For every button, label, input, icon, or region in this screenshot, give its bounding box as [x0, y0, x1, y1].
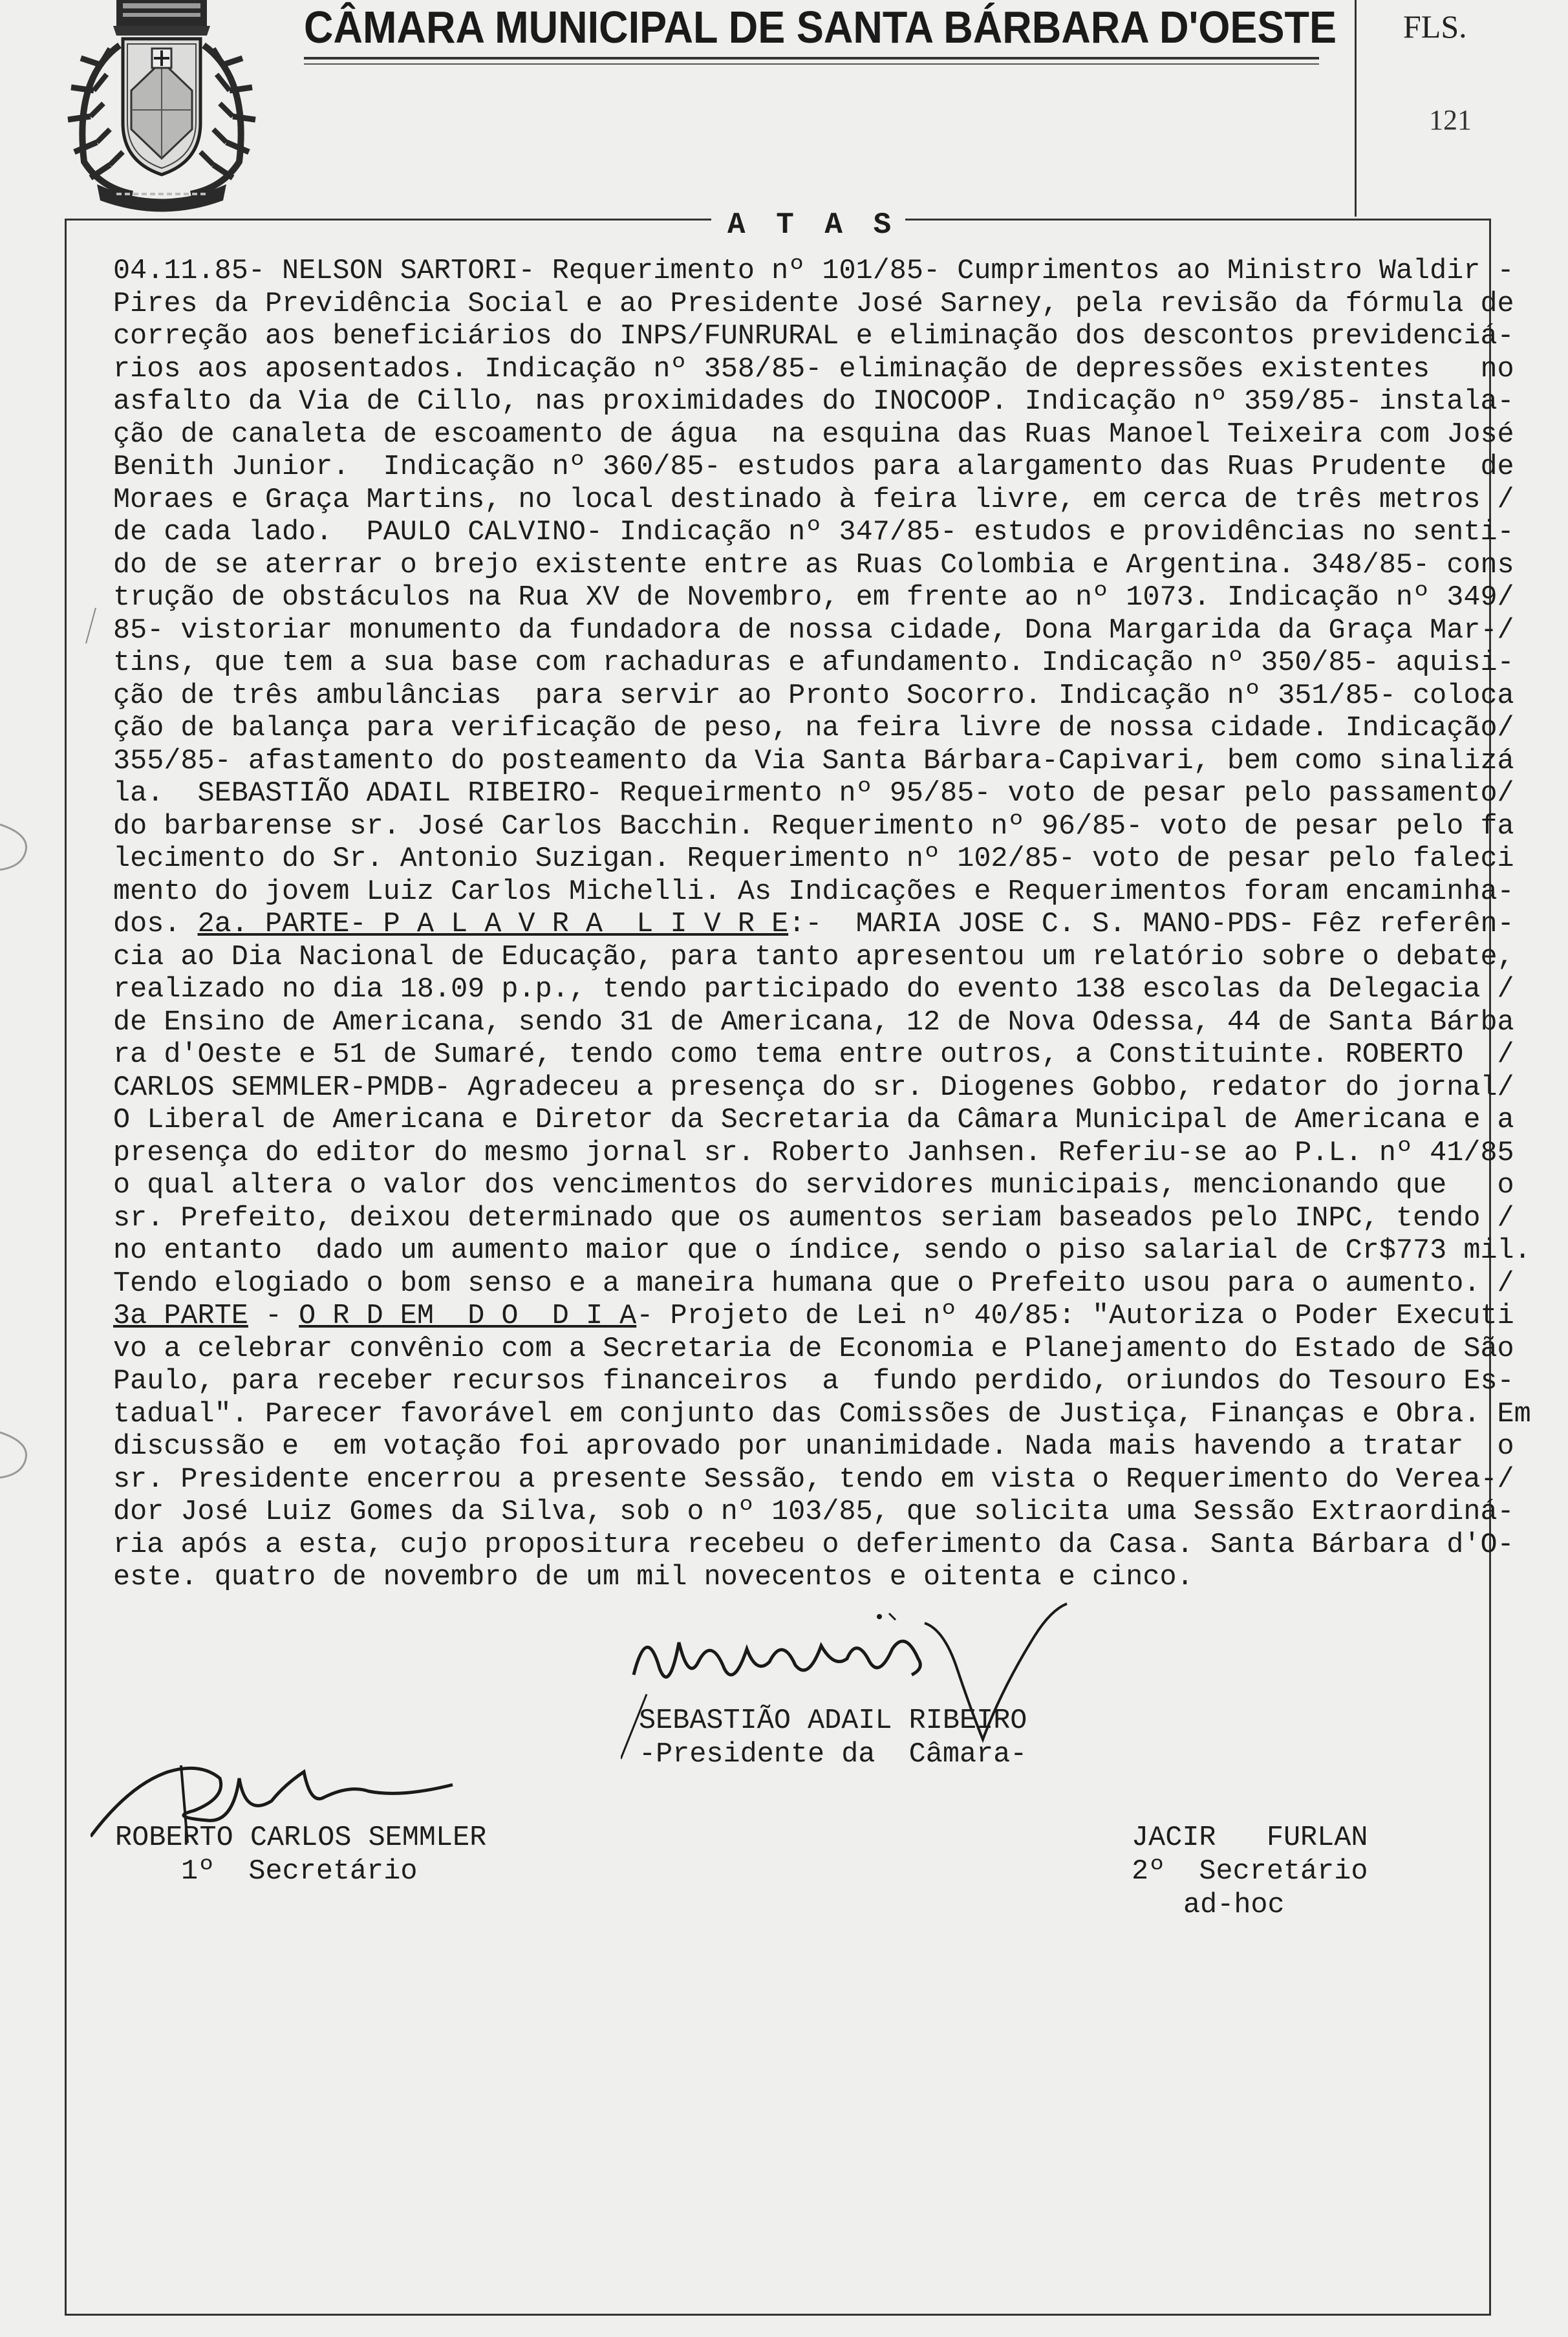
text-line: Moraes e Graça Martins, no local destinado à feira livre, em cerca de três metros / [113, 484, 1514, 516]
fls-box-border [1355, 0, 1357, 217]
text-line: asfalto da Via de Cillo, nas proximidades do INOCOOP. Indicação nº 359/85- instala- [113, 386, 1514, 418]
text-line: tadual". Parecer favorável em conjunto das Comissões de Justiça, Finanças e Obra. Em [113, 1398, 1531, 1430]
page-header-title: CÂMARA MUNICIPAL DE SANTA BÁRBARA D'OESTE [304, 2, 1337, 52]
text-line: este. quatro de novembro de um mil novecentos e oitenta e cinco. [113, 1562, 1194, 1593]
text-line: do de se aterrar o brejo existente entre as Ruas Colombia e Argentina. 348/85- cons [113, 549, 1514, 581]
text-line: cia ao Dia Nacional de Educação, para tanto apresentou um relatório sobre o debate, [113, 941, 1514, 973]
president-role: -Presidente da Câmara- [639, 1739, 1027, 1771]
text-line: sr. Prefeito, deixou determinado que os aumentos seriam baseados pelo INPC, tendo / [113, 1202, 1514, 1234]
text-line: Paulo, para receber recursos financeiros a fundo perdido, oriundos do Tesouro Es- [113, 1366, 1514, 1397]
text-line: correção aos beneficiários do INPS/FUNRURAL e eliminação dos descontos previdenciá- [113, 321, 1514, 352]
text-span: - Projeto de Lei nº 40/85: "Autoriza o Poder Executi [636, 1300, 1514, 1332]
text-line: de cada lado. PAULO CALVINO- Indicação nº 347/85- estudos e providências no senti- [113, 517, 1514, 548]
frame-top-rule [65, 219, 711, 221]
section-heading-3a-parte: 3a PARTE [113, 1300, 248, 1332]
section-title: A T A S [727, 208, 898, 242]
page-number: 121 [1429, 104, 1472, 136]
text-line: ria após a esta, cujo propositura recebeu o deferimento da Casa. Santa Bárbara d'O- [113, 1529, 1514, 1561]
municipal-crest-icon [61, 0, 262, 213]
text-line: do barbarense sr. José Carlos Bacchin. Requerimento nº 96/85- voto de pesar pelo fa [113, 810, 1514, 843]
binder-hole-icon [0, 1429, 39, 1481]
section-heading-palavra-livre: 2a. PARTE- P A L A V R A L I V R E [197, 909, 789, 940]
text-line: mento do jovem Luiz Carlos Michelli. As Indicações e Requerimentos foram encaminha- [113, 876, 1514, 908]
text-line: 04.11.85- NELSON SARTORI- Requerimento nº 101/85- Cumprimentos ao Ministro Waldir - [113, 255, 1514, 287]
text-line: Pires da Previdência Social e ao Presidente José Sarney, pela revisão da fórmula de [113, 288, 1514, 320]
text-line: rios aos aposentados. Indicação nº 358/85- eliminação de depressões existentes no [113, 353, 1514, 385]
text-line: ção de balança para verificação de peso, na feira livre de nossa cidade. Indicação/ [113, 713, 1514, 744]
text-line: Benith Junior. Indicação nº 360/85- estudos para alargamento das Ruas Prudente de [113, 451, 1514, 483]
text-line: ra d'Oeste e 51 de Sumaré, tendo como tema entre outros, a Constituinte. ROBERTO / [113, 1039, 1514, 1071]
text-line: de Ensino de Americana, sendo 31 de Americana, 12 de Nova Odessa, 44 de Santa Bárba [113, 1006, 1514, 1039]
binder-hole-icon [0, 821, 39, 873]
text-span: dos. [113, 909, 198, 940]
second-secretary-role: 2º Secretário [1132, 1856, 1368, 1888]
text-line: presença do editor do mesmo jornal sr. Roberto Janhsen. Referiu-se ao P.L. nº 41/85 [113, 1137, 1514, 1169]
text-line: 355/85- afastamento do posteamento da Via Santa Bárbara-Capivari, bem como sinalizá [113, 745, 1514, 777]
section-heading-ordem-do-dia: O R D EM D O D I A [299, 1300, 637, 1332]
president-name: SEBASTIÃO ADAIL RIBEIRO [639, 1705, 1027, 1737]
text-line: trução de obstáculos na Rua XV de Novembro, em frente ao nº 1073. Indicação nº 349/ [113, 582, 1514, 614]
text-line: discussão e em votação foi aprovado por unanimidade. Nada mais havendo a tratar o [113, 1431, 1514, 1463]
text-span: :- MARIA JOSE C. S. MANO-PDS- Fêz referên- [788, 909, 1514, 940]
text-line: sr. Presidente encerrou a presente Sessão, tendo em vista o Requerimento do Verea-/ [113, 1463, 1514, 1496]
fls-label: FLS. [1403, 8, 1467, 45]
text-line-underlined [113, 1300, 1514, 1333]
text-line: dor José Luiz Gomes da Silva, sob o nº 103/85, que solicita uma Sessão Extraordiná- [113, 1496, 1514, 1528]
text-line-underlined [113, 909, 1514, 942]
text-line: la. SEBASTIÃO ADAIL RIBEIRO- Requeirmento nº 95/85- voto de pesar pelo passamento/ [113, 778, 1514, 810]
text-line: O Liberal de Americana e Diretor da Secretaria da Câmara Municipal de Americana e a [113, 1104, 1514, 1136]
header-rule [304, 63, 1319, 65]
header-rule [304, 57, 1319, 59]
text-line: no entanto dado um aumento maior que o índice, sendo o piso salarial de Cr$773 mil. [113, 1235, 1531, 1267]
second-secretary-adhoc: ad-hoc [1183, 1890, 1285, 1921]
text-line: 85- vistoriar monumento da fundadora de nossa cidade, Dona Margarida da Graça Mar-/ [113, 614, 1514, 647]
second-secretary-name: JACIR FURLAN [1132, 1822, 1368, 1854]
text-line: o qual altera o valor dos vencimentos do servidores municipais, mencionando que o [113, 1170, 1514, 1201]
frame-top-rule [905, 219, 1489, 221]
text-line: Tendo elogiado o bom senso e a maneira humana que o Prefeito usou para o aumento. / [113, 1267, 1514, 1300]
text-line: tins, que tem a sua base com rachaduras e afundamento. Indicação nº 350/85- aquisi- [113, 647, 1514, 679]
text-line: ção de canaleta de escoamento de água na esquina das Ruas Manoel Teixeira com José [113, 418, 1514, 451]
pencil-mark-icon [76, 608, 102, 647]
text-span: - [248, 1300, 299, 1332]
first-secretary-name: ROBERTO CARLOS SEMMLER [115, 1822, 487, 1854]
text-line: CARLOS SEMMLER-PMDB- Agradeceu a presença do sr. Diogenes Gobbo, redator do jornal/ [113, 1072, 1514, 1104]
first-secretary-role: 1º Secretário [181, 1856, 418, 1888]
text-line: realizado no dia 18.09 p.p., tendo participado do evento 138 escolas da Delegacia / [113, 974, 1514, 1006]
text-line: lecimento do Sr. Antonio Suzigan. Requerimento nº 102/85- voto de pesar pelo faleci [113, 843, 1514, 875]
minutes-body [113, 255, 1531, 1595]
text-line: ção de três ambulâncias para servir ao Pronto Socorro. Indicação nº 351/85- coloca [113, 680, 1514, 712]
text-line: vo a celebrar convênio com a Secretaria de Economia e Planejamento do Estado de São [113, 1333, 1514, 1365]
